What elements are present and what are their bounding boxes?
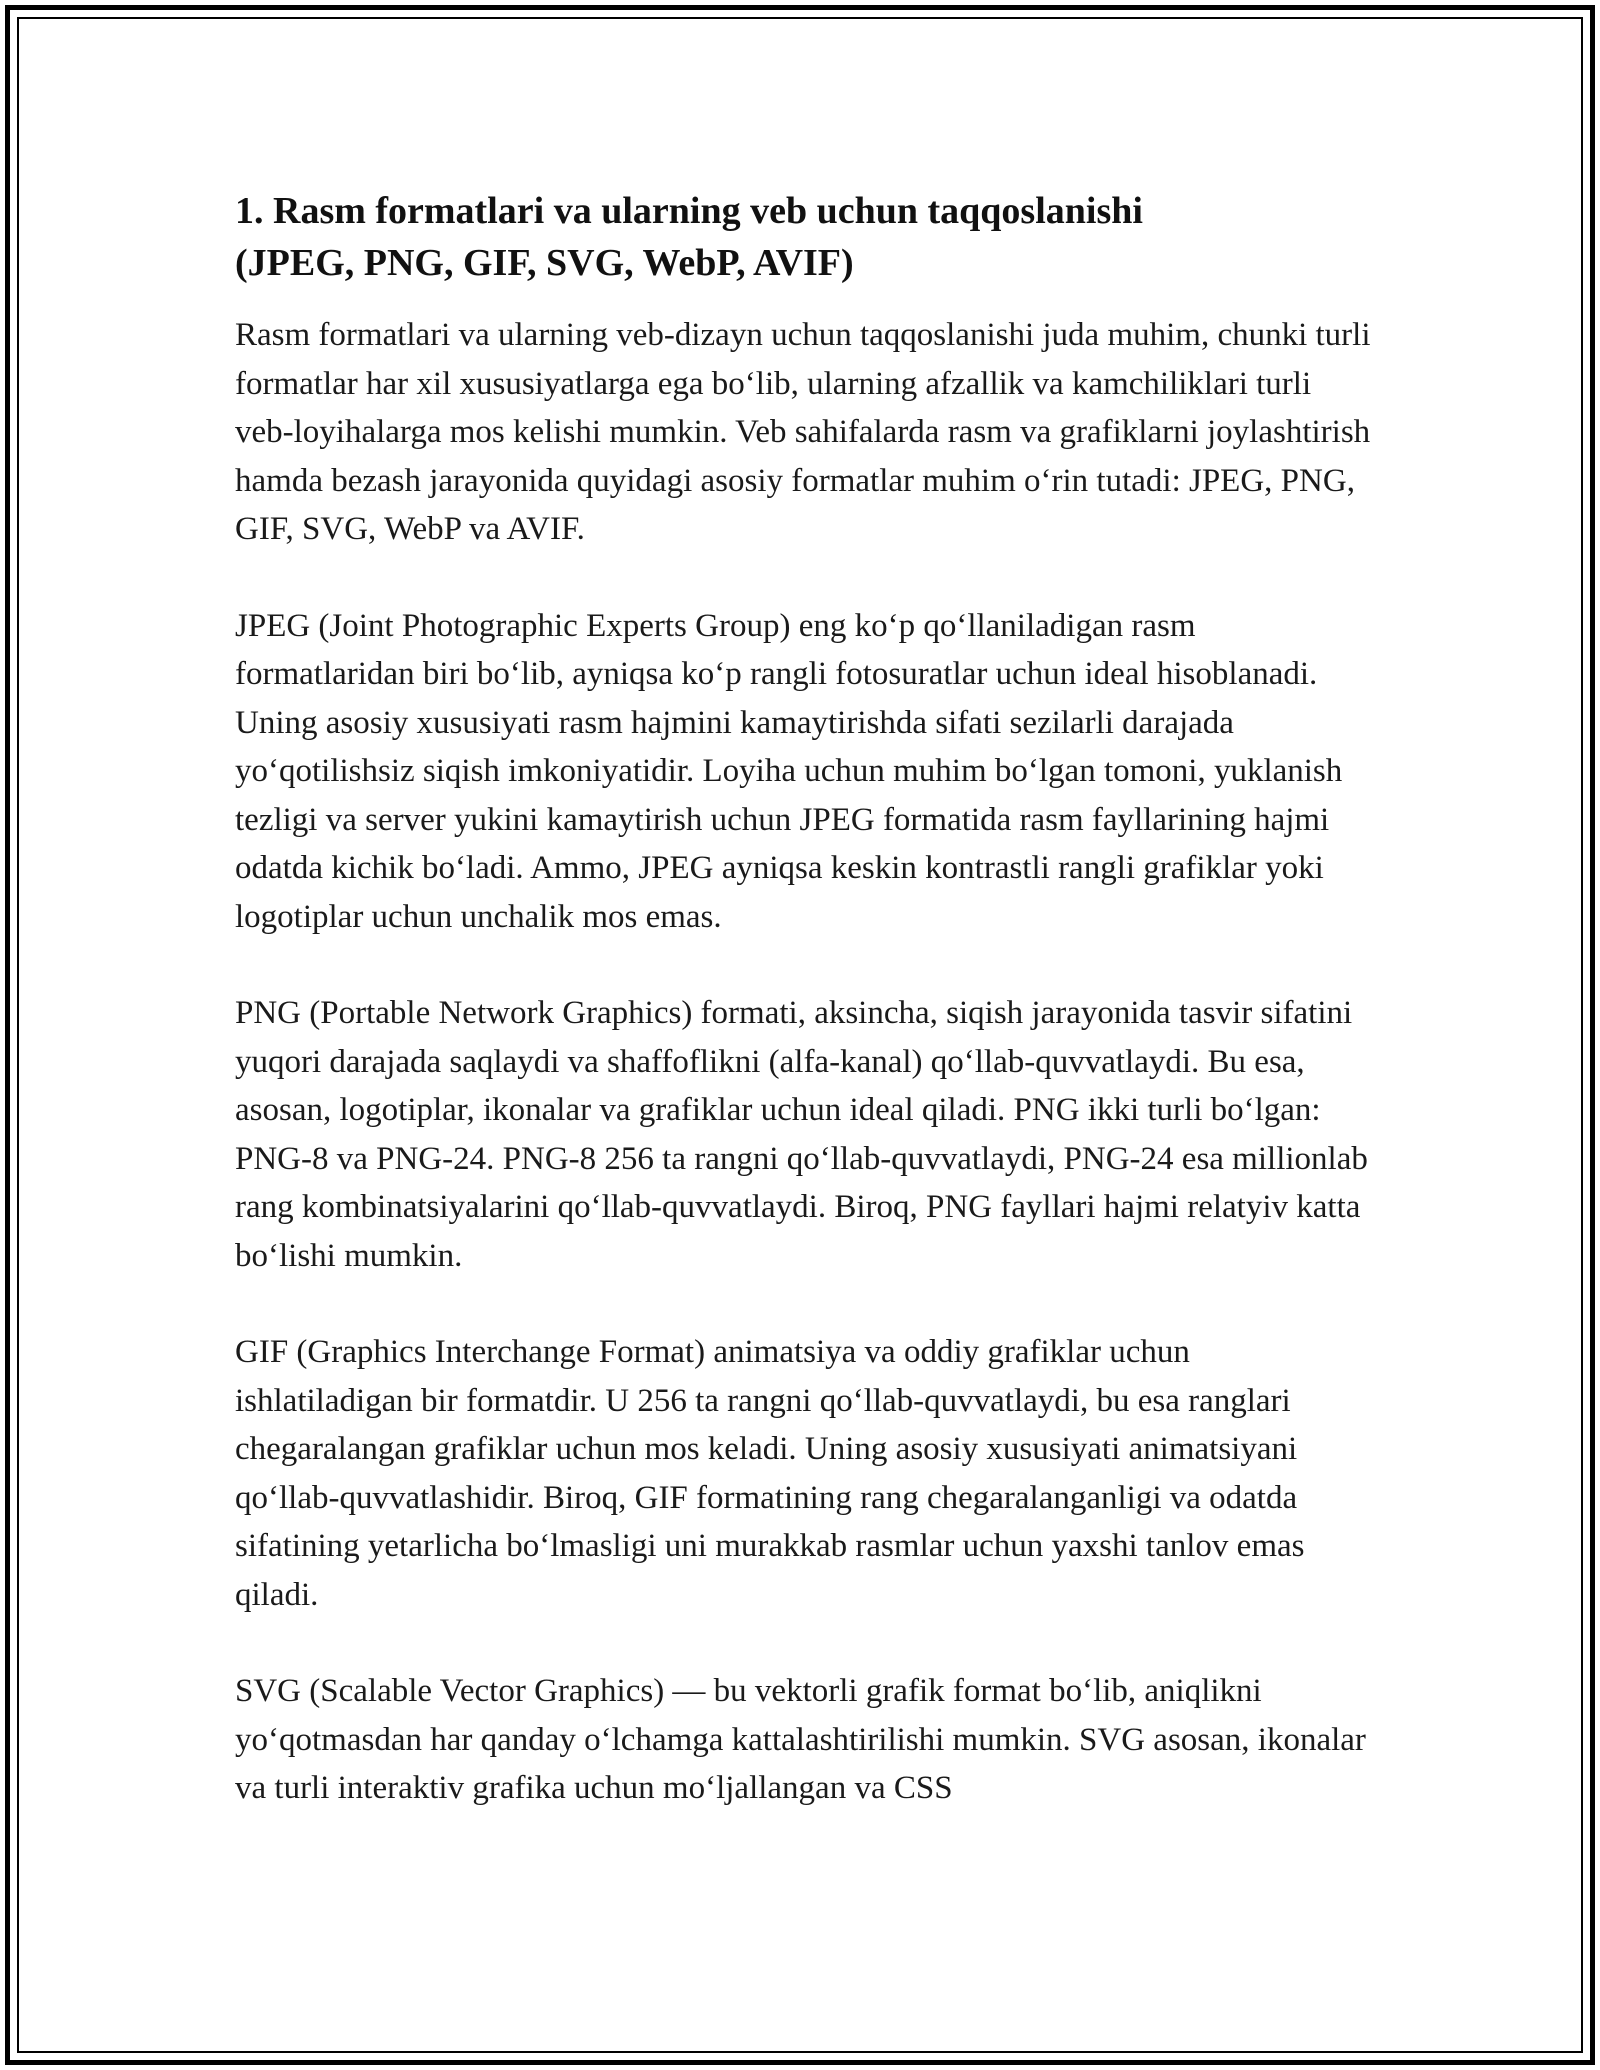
document-body bbox=[235, 185, 1375, 1861]
paragraph-jpeg: JPEG (Joint Photographic Experts Group) eng koʻp qoʻllaniladigan rasm formatlaridan biri boʻlib, ayniqsa koʻp rangli fotosuratlar uchun ideal hisoblanadi. Uning asosiy xususiyati rasm hajmini kamaytirishda sifati sezilarli darajada yoʻqotilishsiz siqish imkoniyatidir. Loyiha uchun muhim boʻlgan tomoni, yuklanish tezligi va server yukini kamaytirish uchun JPEG formatida rasm fayllarining hajmi odatda kichik boʻladi. Ammo, JPEG ayniqsa keskin kontrastli rangli grafiklar yoki logotiplar uchun unchalik mos emas. bbox=[235, 607, 1343, 935]
section-heading bbox=[235, 185, 1375, 289]
paragraph-gif: GIF (Graphics Interchange Format) animatsiya va oddiy grafiklar uchun ishlatiladigan bir formatdir. U 256 ta rangni qoʻllab-quvvatlaydi, bu esa ranglari chegaralangan grafiklar uchun mos keladi. Uning asosiy xususiyati animatsiyani qoʻllab-quvvatlashidir. Biroq, GIF formatining rang chegaralanganligi va odatda sifatining yetarlicha boʻlmasligi uni murakkab rasmlar uchun yaxshi tanlov emas qiladi. bbox=[235, 1334, 1305, 1613]
paragraph-intro: Rasm formatlari va ularning veb-dizayn uchun taqqoslanishi juda muhim, chunki turli formatlar har xil xususiyatlarga ega boʻlib, ularning afzallik va kamchiliklari turli veb-loyihalarga mos kelishi mumkin. Veb sahifalarda rasm va grafiklarni joylashtirish hamda bezash jarayonida quyidagi asosiy formatlar muhim oʻrin tutadi: JPEG, PNG, GIF, SVG, WebP va AVIF. bbox=[235, 317, 1371, 547]
section-heading-line-1: 1. Rasm formatlari va ularning veb uchun taqqoslanishi bbox=[235, 190, 1143, 232]
paragraph-svg: SVG (Scalable Vector Graphics) — bu vektorli grafik format boʻlib, aniqlikni yoʻqotmasdan har qanday oʻlchamga kattalashtirilishi mumkin. SVG asosan, ikonalar va turli interaktiv grafika uchun moʻljallangan va CSS bbox=[235, 1673, 1366, 1806]
section-heading-line-2: (JPEG, PNG, GIF, SVG, WebP, AVIF) bbox=[235, 242, 854, 284]
paragraph-png: PNG (Portable Network Graphics) formati, aksincha, siqish jarayonida tasvir sifatini yuqori darajada saqlaydi va shaffoflikni (alfa-kanal) qoʻllab-quvvatlaydi. Bu esa, asosan, logotiplar, ikonalar va grafiklar uchun ideal qiladi. PNG ikki turli boʻlgan: PNG-8 va PNG-24. PNG-8 256 ta rangni qoʻllab-quvvatlaydi, PNG-24 esa millionlab rang kombinatsiyalarini qoʻllab-quvvatlaydi. Biroq, PNG fayllari hajmi relatyiv katta boʻlishi mumkin. bbox=[235, 995, 1368, 1274]
